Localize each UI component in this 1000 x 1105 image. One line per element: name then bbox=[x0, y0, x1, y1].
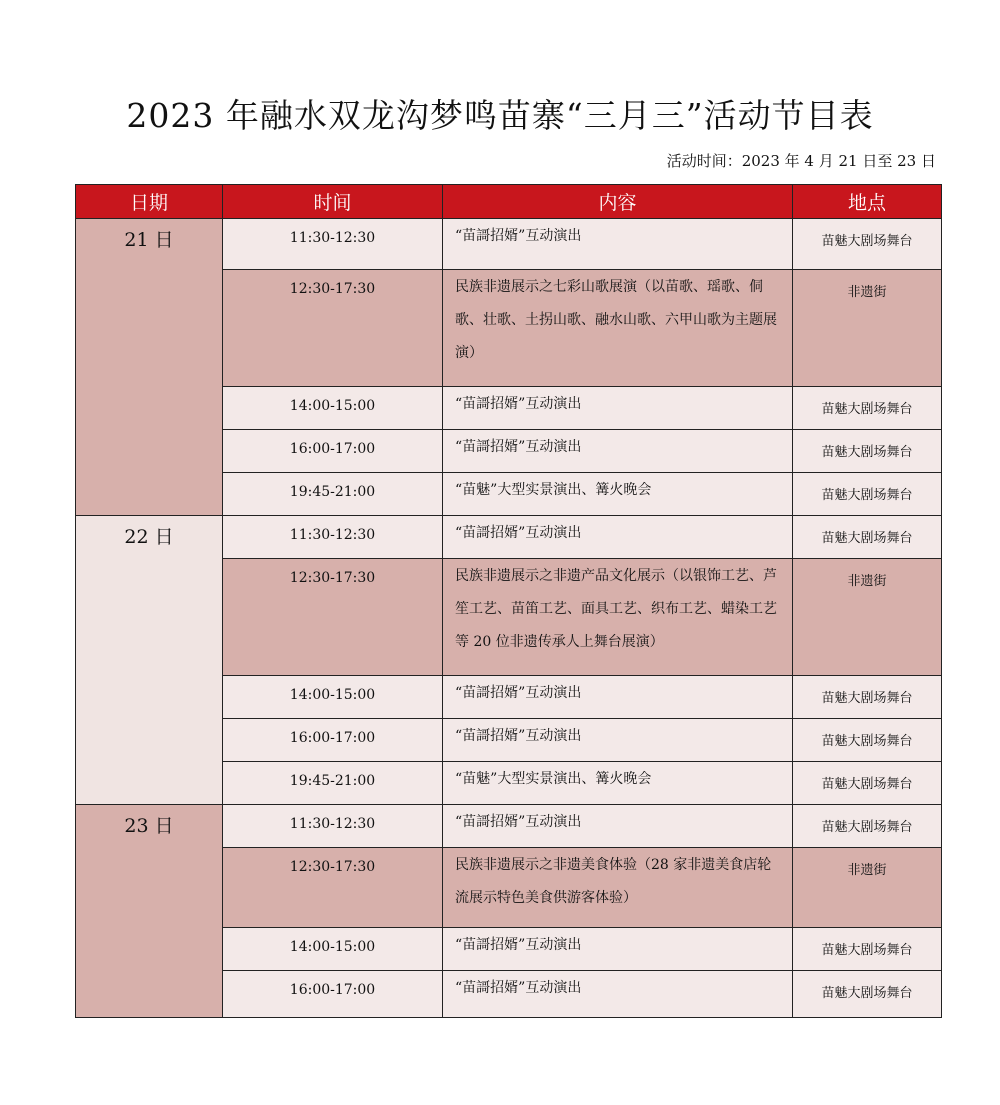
time-cell: 11:30-12:30 bbox=[223, 219, 443, 270]
time-cell: 12:30-17:30 bbox=[223, 559, 443, 676]
header-content: 内容 bbox=[443, 185, 793, 219]
content-cell: 民族非遗展示之七彩山歌展演（以苗歌、瑶歌、侗歌、壮歌、土拐山歌、融水山歌、六甲山歌为主题展演） bbox=[443, 270, 793, 387]
location-cell: 苗魅大剧场舞台 bbox=[793, 516, 942, 559]
header-location: 地点 bbox=[793, 185, 942, 219]
content-cell: “苗謌招婿”互动演出 bbox=[443, 219, 793, 270]
header-time: 时间 bbox=[223, 185, 443, 219]
time-cell: 11:30-12:30 bbox=[223, 516, 443, 559]
time-cell: 16:00-17:00 bbox=[223, 430, 443, 473]
location-cell: 苗魅大剧场舞台 bbox=[793, 928, 942, 971]
date-cell: 23 日 bbox=[76, 805, 223, 1018]
content-cell: “苗謌招婿”互动演出 bbox=[443, 676, 793, 719]
table-row bbox=[76, 805, 942, 848]
header-date: 日期 bbox=[76, 185, 223, 219]
content-cell: “苗謌招婿”互动演出 bbox=[443, 928, 793, 971]
time-cell: 16:00-17:00 bbox=[223, 719, 443, 762]
content-cell: “苗謌招婿”互动演出 bbox=[443, 387, 793, 430]
content-cell: “苗謌招婿”互动演出 bbox=[443, 805, 793, 848]
header-row bbox=[76, 185, 942, 219]
time-cell: 14:00-15:00 bbox=[223, 676, 443, 719]
location-cell: 苗魅大剧场舞台 bbox=[793, 219, 942, 270]
location-cell: 非遗街 bbox=[793, 270, 942, 387]
time-cell: 11:30-12:30 bbox=[223, 805, 443, 848]
location-cell: 苗魅大剧场舞台 bbox=[793, 676, 942, 719]
location-cell: 苗魅大剧场舞台 bbox=[793, 971, 942, 1018]
time-cell: 14:00-15:00 bbox=[223, 387, 443, 430]
location-cell: 非遗街 bbox=[793, 848, 942, 928]
location-cell: 苗魅大剧场舞台 bbox=[793, 473, 942, 516]
time-cell: 16:00-17:00 bbox=[223, 971, 443, 1018]
time-cell: 19:45-21:00 bbox=[223, 473, 443, 516]
content-cell: 民族非遗展示之非遗产品文化展示（以银饰工艺、芦笙工艺、苗笛工艺、面具工艺、织布工艺、蜡染工艺等 20 位非遗传承人上舞台展演） bbox=[443, 559, 793, 676]
time-cell: 14:00-15:00 bbox=[223, 928, 443, 971]
schedule-body bbox=[76, 219, 942, 1018]
schedule-table bbox=[75, 184, 942, 1018]
time-cell: 12:30-17:30 bbox=[223, 270, 443, 387]
location-cell: 非遗街 bbox=[793, 559, 942, 676]
location-cell: 苗魅大剧场舞台 bbox=[793, 387, 942, 430]
location-cell: 苗魅大剧场舞台 bbox=[793, 762, 942, 805]
content-cell: 民族非遗展示之非遗美食体验（28 家非遗美食店轮流展示特色美食供游客体验） bbox=[443, 848, 793, 928]
content-cell: “苗謌招婿”互动演出 bbox=[443, 971, 793, 1018]
location-cell: 苗魅大剧场舞台 bbox=[793, 719, 942, 762]
content-cell: “苗魅”大型实景演出、篝火晚会 bbox=[443, 473, 793, 516]
time-cell: 12:30-17:30 bbox=[223, 848, 443, 928]
location-cell: 苗魅大剧场舞台 bbox=[793, 430, 942, 473]
schedule-header bbox=[76, 185, 942, 219]
content-cell: “苗謌招婿”互动演出 bbox=[443, 516, 793, 559]
date-cell: 21 日 bbox=[76, 219, 223, 516]
content-cell: “苗謌招婿”互动演出 bbox=[443, 430, 793, 473]
location-cell: 苗魅大剧场舞台 bbox=[793, 805, 942, 848]
table-row bbox=[76, 516, 942, 559]
date-cell: 22 日 bbox=[76, 516, 223, 805]
time-cell: 19:45-21:00 bbox=[223, 762, 443, 805]
content-cell: “苗魅”大型实景演出、篝火晚会 bbox=[443, 762, 793, 805]
table-row bbox=[76, 219, 942, 270]
content-cell: “苗謌招婿”互动演出 bbox=[443, 719, 793, 762]
page-title: 2023 年融水双龙沟梦鸣苗寨“三月三”活动节目表 bbox=[126, 96, 874, 135]
event-dates: 活动时间：2023 年 4 月 21 日至 23 日 bbox=[666, 152, 936, 170]
